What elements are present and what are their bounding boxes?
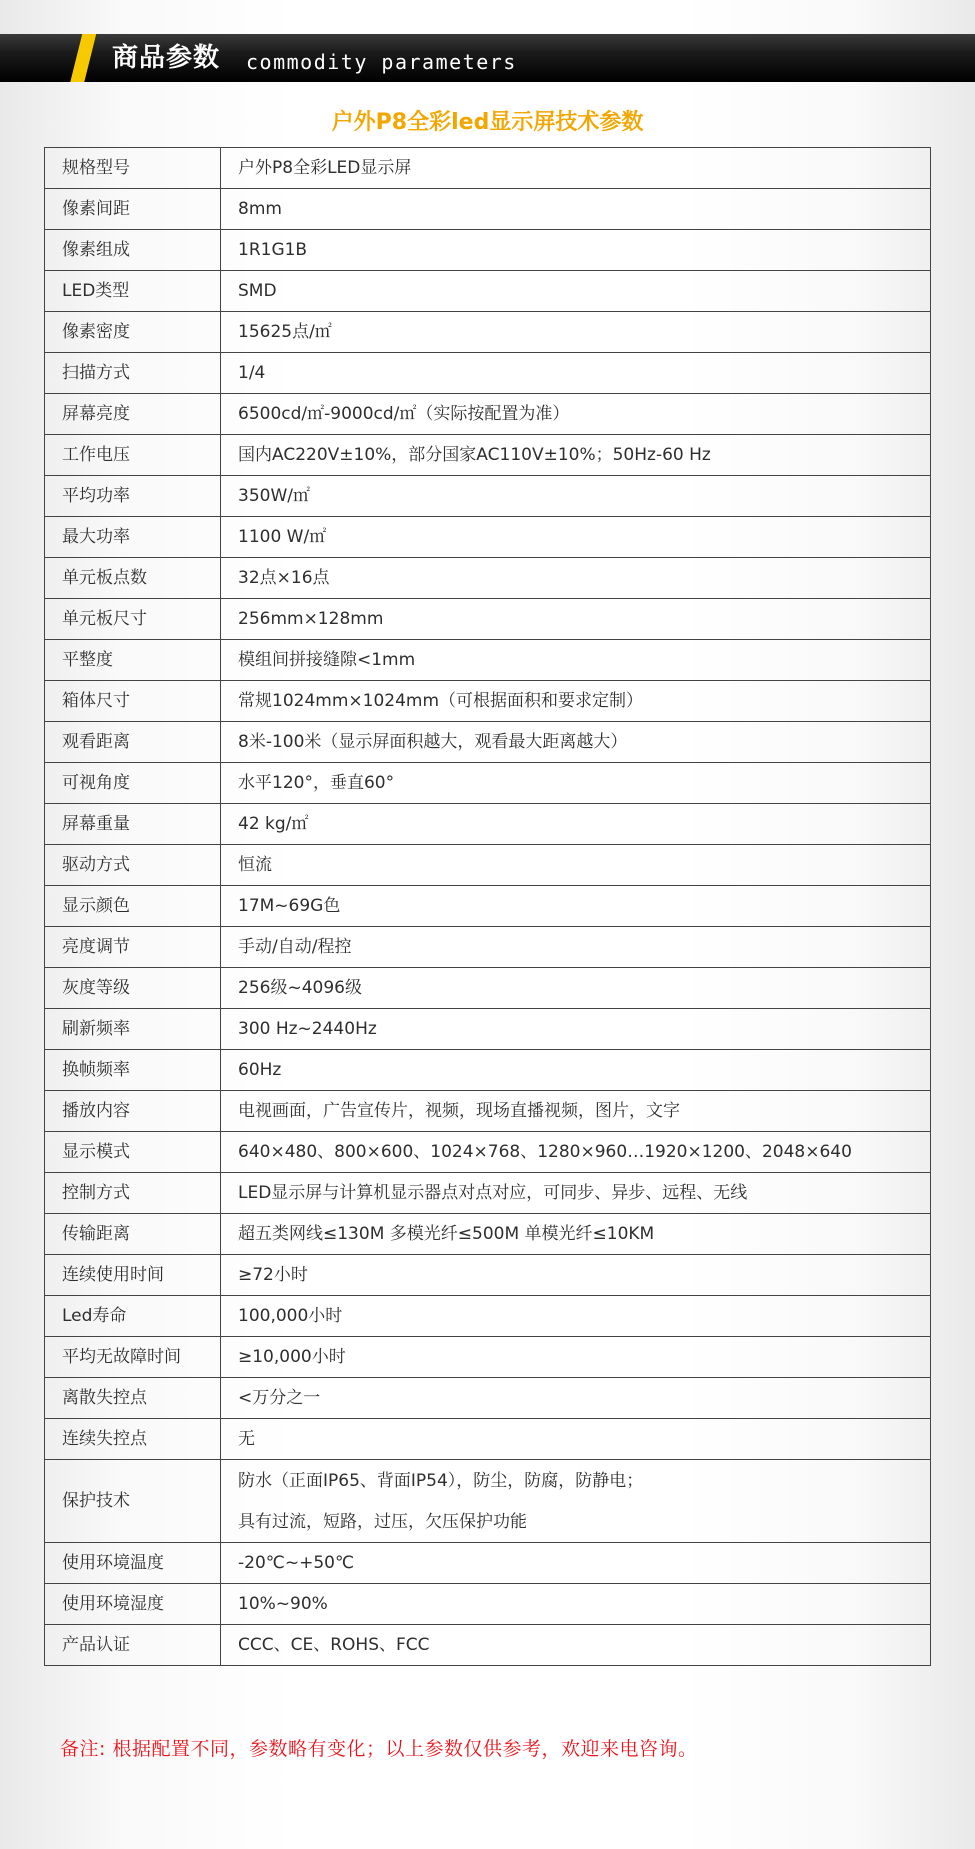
spec-value: 15625点/㎡: [221, 312, 931, 353]
table-row: [45, 394, 931, 435]
spec-value: 模组间拼接缝隙<1mm: [221, 640, 931, 681]
spec-value: 户外P8全彩LED显示屏: [221, 148, 931, 189]
accent-stripe: [70, 34, 96, 82]
spec-value: 水平120°，垂直60°: [221, 763, 931, 804]
spec-label: 控制方式: [45, 1173, 221, 1214]
table-row: [45, 681, 931, 722]
spec-label: 扫描方式: [45, 353, 221, 394]
spec-value-line: 防水（正面IP65、背面IP54），防尘，防腐，防静电；: [238, 1471, 644, 1491]
spec-label: 像素间距: [45, 189, 221, 230]
spec-label: 换帧频率: [45, 1050, 221, 1091]
spec-label: 单元板点数: [45, 558, 221, 599]
spec-value: 8米-100米（显示屏面积越大，观看最大距离越大）: [221, 722, 931, 763]
table-row: [45, 1460, 931, 1543]
spec-label: 刷新频率: [45, 1009, 221, 1050]
spec-value: 6500cd/㎡-9000cd/㎡（实际按配置为准）: [221, 394, 931, 435]
table-row: [45, 1337, 931, 1378]
table-title: 户外P8全彩led显示屏技术参数: [331, 110, 644, 135]
spec-value: [221, 1460, 931, 1543]
spec-value: 640×480、800×600、1024×768、1280×960…1920×1200、2048×640: [221, 1132, 931, 1173]
table-row: [45, 1009, 931, 1050]
spec-label: 平均无故障时间: [45, 1337, 221, 1378]
table-row: [45, 1050, 931, 1091]
spec-label: 平均功率: [45, 476, 221, 517]
spec-value-line: 具有过流，短路，过压，欠压保护功能: [238, 1512, 527, 1532]
table-row: [45, 517, 931, 558]
spec-value: 32点×16点: [221, 558, 931, 599]
table-row: [45, 1584, 931, 1625]
table-row: [45, 1214, 931, 1255]
spec-label: 显示模式: [45, 1132, 221, 1173]
spec-value: 无: [221, 1419, 931, 1460]
spec-label: 播放内容: [45, 1091, 221, 1132]
spec-value: 8mm: [221, 189, 931, 230]
spec-label: 使用环境温度: [45, 1543, 221, 1584]
spec-value: 350W/㎡: [221, 476, 931, 517]
table-row: [45, 1296, 931, 1337]
table-row: [45, 1625, 931, 1666]
spec-label: 亮度调节: [45, 927, 221, 968]
spec-label: 显示颜色: [45, 886, 221, 927]
table-row: [45, 312, 931, 353]
spec-label: 离散失控点: [45, 1378, 221, 1419]
spec-value: 1100 W/㎡: [221, 517, 931, 558]
spec-label: 最大功率: [45, 517, 221, 558]
spec-value: 300 Hz~2440Hz: [221, 1009, 931, 1050]
table-row: [45, 148, 931, 189]
spec-label: 观看距离: [45, 722, 221, 763]
spec-value: -20℃~+50℃: [221, 1543, 931, 1584]
spec-value: LED显示屏与计算机显示器点对点对应，可同步、异步、远程、无线: [221, 1173, 931, 1214]
table-row: [45, 599, 931, 640]
table-row: [45, 476, 931, 517]
spec-value: <万分之一: [221, 1378, 931, 1419]
spec-label: 传输距离: [45, 1214, 221, 1255]
table-row: [45, 640, 931, 681]
spec-label: 像素密度: [45, 312, 221, 353]
spec-value: 超五类网线≤130M 多模光纤≤500M 单模光纤≤10KM: [221, 1214, 931, 1255]
spec-value: SMD: [221, 271, 931, 312]
table-row: [45, 1132, 931, 1173]
spec-label: Led寿命: [45, 1296, 221, 1337]
table-row: [45, 1543, 931, 1584]
table-row: [45, 886, 931, 927]
spec-label: 连续失控点: [45, 1419, 221, 1460]
spec-value: 电视画面，广告宣传片，视频，现场直播视频，图片，文字: [221, 1091, 931, 1132]
spec-value: 常规1024mm×1024mm（可根据面积和要求定制）: [221, 681, 931, 722]
table-row: [45, 435, 931, 476]
spec-value: 256级~4096级: [221, 968, 931, 1009]
spec-table: [44, 147, 931, 1666]
table-row: [45, 968, 931, 1009]
banner-title: 商品参数: [112, 43, 221, 73]
spec-value: 17M~69G色: [221, 886, 931, 927]
spec-value: 国内AC220V±10%，部分国家AC110V±10%；50Hz-60 Hz: [221, 435, 931, 476]
table-row: [45, 353, 931, 394]
table-row: [45, 1419, 931, 1460]
spec-value: 1/4: [221, 353, 931, 394]
spec-value: 1R1G1B: [221, 230, 931, 271]
table-row: [45, 763, 931, 804]
table-row: [45, 230, 931, 271]
spec-label: 像素组成: [45, 230, 221, 271]
spec-value: CCC、CE、ROHS、FCC: [221, 1625, 931, 1666]
spec-label: 保护技术: [45, 1460, 221, 1543]
table-row: [45, 189, 931, 230]
note-text: 备注: 根据配置不同，参数略有变化；以上参数仅供参考，欢迎来电咨询。: [60, 1738, 698, 1760]
spec-value: 256mm×128mm: [221, 599, 931, 640]
spec-value: ≥72小时: [221, 1255, 931, 1296]
spec-label: 箱体尺寸: [45, 681, 221, 722]
header-banner: [0, 34, 975, 82]
banner-subtitle: commodity parameters: [246, 50, 517, 74]
spec-table-body: [45, 148, 931, 1666]
spec-label: 使用环境湿度: [45, 1584, 221, 1625]
spec-value: 100,000小时: [221, 1296, 931, 1337]
spec-label: 驱动方式: [45, 845, 221, 886]
table-row: [45, 558, 931, 599]
spec-value: 60Hz: [221, 1050, 931, 1091]
spec-label: 屏幕亮度: [45, 394, 221, 435]
spec-label: 规格型号: [45, 148, 221, 189]
spec-label: 灰度等级: [45, 968, 221, 1009]
spec-value: ≥10,000小时: [221, 1337, 931, 1378]
table-row: [45, 1173, 931, 1214]
table-row: [45, 927, 931, 968]
table-row: [45, 1091, 931, 1132]
spec-label: 产品认证: [45, 1625, 221, 1666]
spec-label: 屏幕重量: [45, 804, 221, 845]
table-row: [45, 1255, 931, 1296]
table-row: [45, 722, 931, 763]
spec-label: 工作电压: [45, 435, 221, 476]
spec-label: 连续使用时间: [45, 1255, 221, 1296]
table-row: [45, 845, 931, 886]
spec-value: 恒流: [221, 845, 931, 886]
spec-label: LED类型: [45, 271, 221, 312]
table-row: [45, 1378, 931, 1419]
table-row: [45, 804, 931, 845]
spec-value: 手动/自动/程控: [221, 927, 931, 968]
spec-value: 10%~90%: [221, 1584, 931, 1625]
spec-value: 42 kg/㎡: [221, 804, 931, 845]
table-row: [45, 271, 931, 312]
spec-label: 可视角度: [45, 763, 221, 804]
spec-label: 平整度: [45, 640, 221, 681]
spec-label: 单元板尺寸: [45, 599, 221, 640]
